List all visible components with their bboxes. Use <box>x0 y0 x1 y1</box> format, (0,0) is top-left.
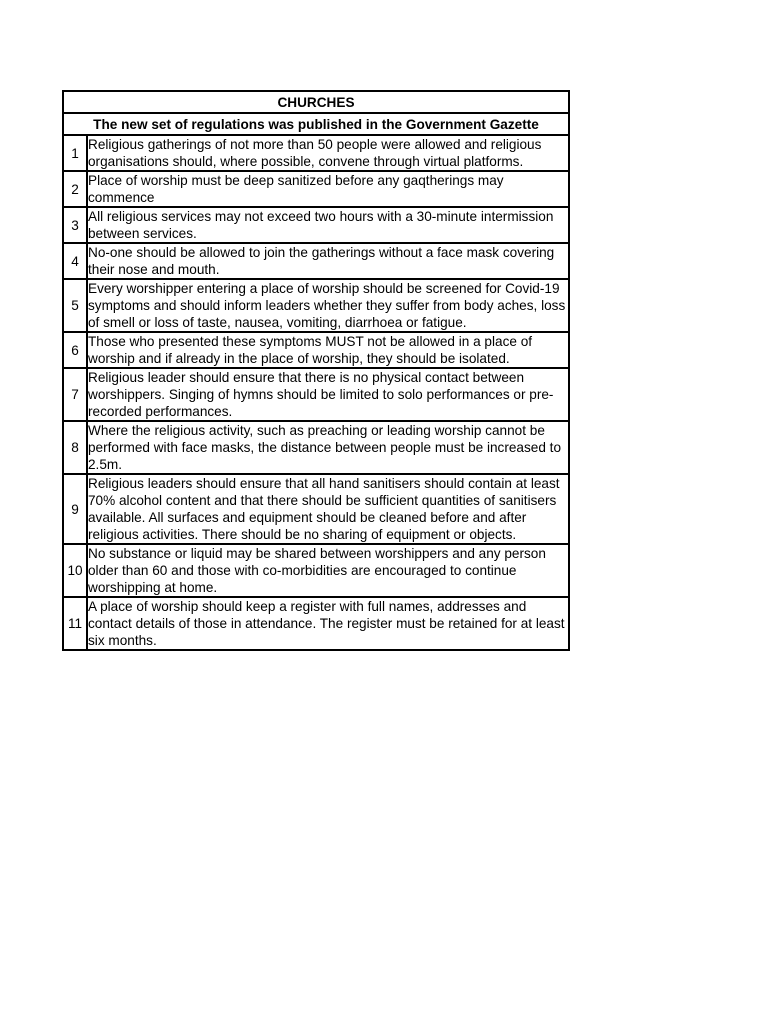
row-text: Where the religious activity, such as preaching or leading worship cannot be performed with face masks, the distance between people must be increased to 2.5m. <box>87 421 569 474</box>
row-number: 11 <box>63 597 87 650</box>
row-number: 5 <box>63 279 87 332</box>
table-row <box>63 474 569 544</box>
row-number: 7 <box>63 368 87 421</box>
row-number: 4 <box>63 243 87 279</box>
table-row <box>63 368 569 421</box>
table-row <box>63 421 569 474</box>
row-number: 2 <box>63 171 87 207</box>
row-text: No-one should be allowed to join the gatherings without a face mask covering their nose and mouth. <box>87 243 569 279</box>
table-row <box>63 544 569 597</box>
row-number: 6 <box>63 332 87 368</box>
row-text: Place of worship must be deep sanitized before any gaqtherings may commence <box>87 171 569 207</box>
row-number: 8 <box>63 421 87 474</box>
table-row <box>63 171 569 207</box>
row-number: 10 <box>63 544 87 597</box>
row-text: All religious services may not exceed two hours with a 30-minute intermission between services. <box>87 207 569 243</box>
subtitle-row <box>63 113 569 135</box>
table-row <box>63 332 569 368</box>
table-row <box>63 135 569 171</box>
title-row <box>63 91 569 113</box>
regulations-table <box>62 90 570 651</box>
table-row <box>63 597 569 650</box>
table-title: CHURCHES <box>63 91 569 113</box>
row-number: 1 <box>63 135 87 171</box>
row-text: Religious gatherings of not more than 50 people were allowed and religious organisations should, where possible, convene through virtual platforms. <box>87 135 569 171</box>
table-row <box>63 279 569 332</box>
table-row <box>63 243 569 279</box>
row-text: No substance or liquid may be shared between worshippers and any person older than 60 and those with co-morbidities are encouraged to continue worshipping at home. <box>87 544 569 597</box>
row-number: 9 <box>63 474 87 544</box>
row-text: A place of worship should keep a register with full names, addresses and contact details of those in attendance. The register must be retained for at least six months. <box>87 597 569 650</box>
row-number: 3 <box>63 207 87 243</box>
row-text: Religious leaders should ensure that all hand sanitisers should contain at least 70% alcohol content and that there should be sufficient quantities of sanitisers available. All surfaces and equipment should be cleaned before and after religious activities. There should be no sharing of equipment or objects. <box>87 474 569 544</box>
table-subtitle: The new set of regulations was published in the Government Gazette <box>63 113 569 135</box>
row-text: Every worshipper entering a place of worship should be screened for Covid-19 symptoms and should inform leaders whether they suffer from body aches, loss of smell or loss of taste, nausea, vomiting, diarrhoea or fatigue. <box>87 279 569 332</box>
row-text: Those who presented these symptoms MUST not be allowed in a place of worship and if already in the place of worship, they should be isolated. <box>87 332 569 368</box>
table-row <box>63 207 569 243</box>
row-text: Religious leader should ensure that there is no physical contact between worshippers. Singing of hymns should be limited to solo performances or pre-recorded performances. <box>87 368 569 421</box>
